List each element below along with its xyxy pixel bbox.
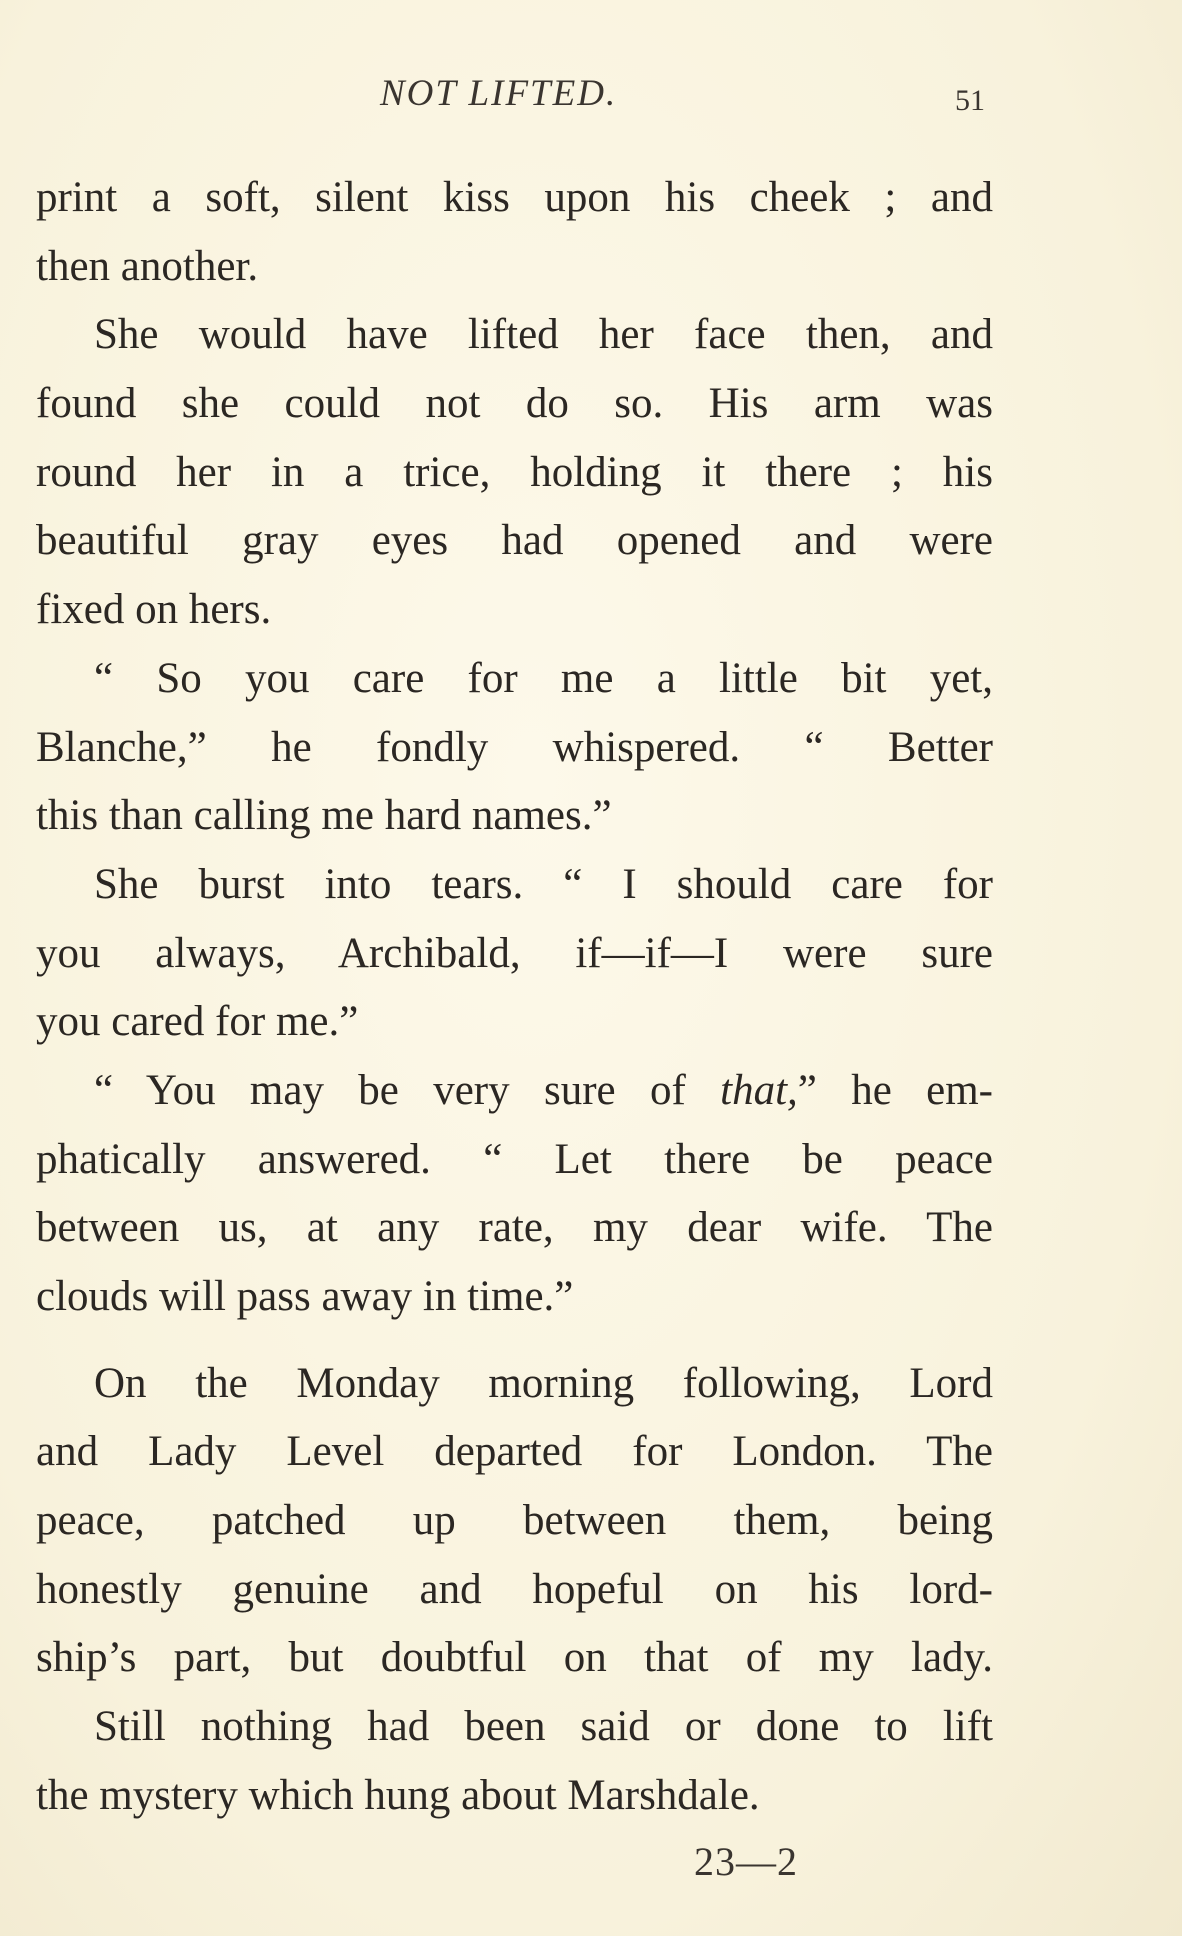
text-line: honestly genuine and hopeful on his lord- [36,1565,993,1613]
text-line: this than calling me hard names.” [36,792,612,840]
text-line: clouds will pass away in time.” [36,1273,574,1320]
text-line: Still nothing had been said or done to lift [94,1703,993,1751]
text-line: She would have lifted her face then, and [94,311,993,359]
text-line: Blanche,” he fondly whispered. “ Better [36,723,993,771]
signature-mark: 23—2 [694,1839,798,1884]
emphasis: that, [720,1066,798,1114]
text-line: and Lady Level departed for London. The [36,1428,993,1476]
text-line: you always, Archibald, if—if—I were sure [36,929,993,977]
text-line: print a soft, silent kiss upon his cheek ; and [36,174,993,221]
text-line: peace, patched up between them, being [36,1497,993,1545]
text-line: the mystery which hung about Marshdale. [36,1771,760,1819]
line-part: “ You may be very sure of [94,1066,721,1114]
body-text [36,164,993,1831]
text-line: On the Monday morning following, Lord [94,1359,993,1407]
text-line: round her in a trice, holding it there ; his [36,448,993,496]
running-head [0,72,1182,122]
text-line: between us, at any rate, my dear wife. The [36,1204,993,1252]
text-line: then another. [36,242,259,290]
text-line: ship’s part, but doubtful on that of my lady. [36,1634,993,1682]
text-line: found she could not do so. His arm was [36,380,993,428]
text-line: phatically answered. “ Let there be peace [36,1135,993,1183]
text-line: fixed on hers. [36,586,272,634]
line-part: ” he em- [797,1066,993,1114]
text-line: beautiful gray eyes had opened and were [36,517,993,565]
text-line: you cared for me.” [36,998,359,1046]
running-title: NOT LIFTED. [380,73,618,114]
text-line: “ So you care for me a little bit yet, [94,654,993,702]
text-line [36,1057,993,1126]
text-line: She burst into tears. “ I should care for [94,860,993,908]
page-number: 51 [955,84,985,117]
